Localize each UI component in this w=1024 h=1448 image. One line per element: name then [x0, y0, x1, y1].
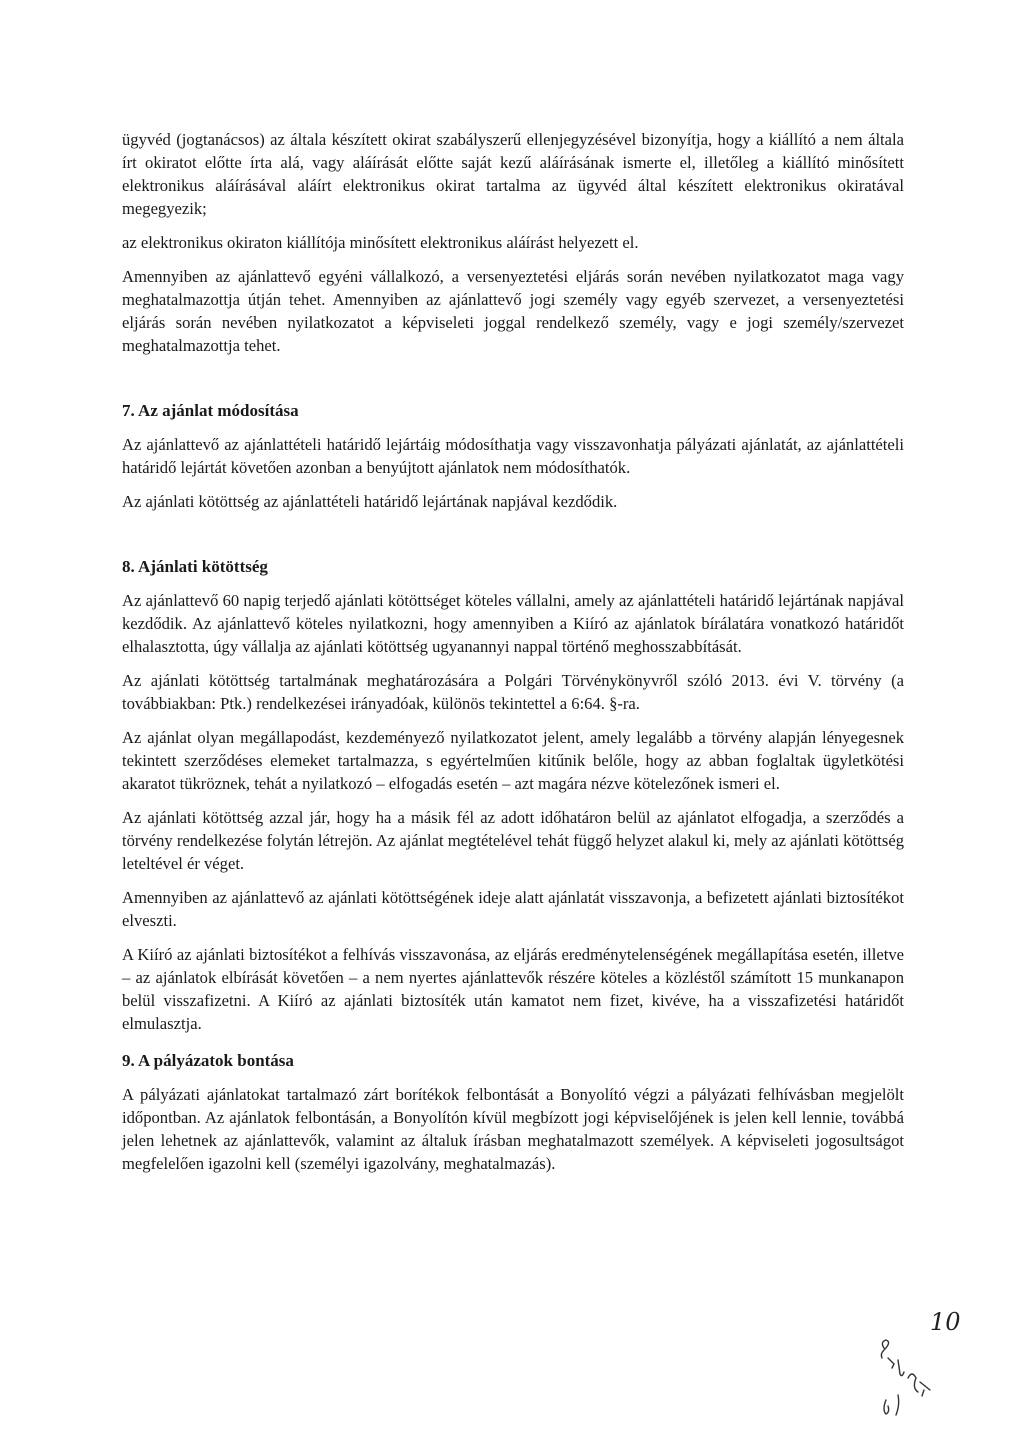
- section-7-paragraph-1: Az ajánlattevő az ajánlattételi határidő lejártáig módosíthatja vagy visszavonhatja pályázati ajánlatát, az ajánlattételi határidő lejártát követően azonban a benyújtott ajánlatok nem módosíthatók.: [122, 435, 904, 477]
- intro-paragraph-2: az elektronikus okiraton kiállítója minősített elektronikus aláírást helyezett el.: [122, 233, 639, 252]
- section-8-paragraph-6: A Kiíró az ajánlati biztosítékot a felhívás visszavonása, az eljárás eredménytelenségének megállapítása esetén, illetve – az ajánlatok elbírását követően – a nem nyertes ajánlattevők részére köteles a közléstől számított 15 munkanapon belül visszafizetni. A Kiíró az ajánlati biztosíték után kamatot nem fizet, kivéve, ha a visszafizetési határidőt elmulasztja.: [122, 945, 904, 1033]
- section-9-paragraph-1: A pályázati ajánlatokat tartalmazó zárt borítékok felbontását a Bonyolító végzi a pályázati felhívásban megjelölt időpontban. Az ajánlatok felbontásán, a Bonyolítón kívül megbízott jogi képviselőjének is jelen kell lennie, továbbá jelen lehetnek az ajánlattevők, valamint az általuk írásban meghatalmazott személyek. A képviseleti jogosultságot megfelelően igazolni kell (személyi igazolvány, meghatalmazás).: [122, 1085, 904, 1173]
- section-8-paragraph-3: Az ajánlat olyan megállapodást, kezdeményező nyilatkozatot jelent, amely legalább a törvény alapján lényegesnek tekintett szerződéses elemeket tartalmazza, s egyértelműen kitűnik belőle, hogy az abban foglaltak ügyletkötési akaratot tükröznek, tehát a nyilatkozó – elfogadás esetén – azt magára nézve kötelezőnek ismeri el.: [122, 728, 904, 793]
- section-8-paragraph-4: Az ajánlati kötöttség azzal jár, hogy ha a másik fél az adott időhatáron belül az ajánlatot elfogadja, a szerződés a törvény rendelkezése folytán létrejön. Az ajánlat megtételével tehát függő helyzet alakul ki, mely az ajánlati kötöttség leteltével ér véget.: [122, 808, 904, 873]
- section-8-paragraph-5: Amennyiben az ajánlattevő az ajánlati kötöttségének ideje alatt ajánlatát visszavonja, a befizetett ajánlati biztosítékot elveszti.: [122, 888, 904, 930]
- section-8-heading: 8. Ajánlati kötöttség: [122, 557, 268, 576]
- section-8-paragraph-1: Az ajánlattevő 60 napig terjedő ajánlati kötöttséget köteles vállalni, amely az ajánlattételi határidő lejártának napjával kezdődik. Az ajánlattevő köteles nyilatkozni, hogy amennyiben a Kiíró az ajánlatok bírálatára vonatkozó határidőt elhalasztotta, úgy vállalja az ajánlati kötöttség ugyanannyi nappal történő meghosszabbítását.: [122, 591, 904, 656]
- section-9-heading: 9. A pályázatok bontása: [122, 1051, 294, 1070]
- intro-paragraph-1: ügyvéd (jogtanácsos) az általa készített okirat szabályszerű ellenjegyzésével bizonyítja, hogy a kiállító a nem általa írt okiratot előtte írta alá, vagy aláírását előtte saját kezű aláírásának ismerte el, illetőleg a kiállító minősített elektronikus aláírásával aláírt elektronikus okirat tartalma az ügyvéd által készített elektronikus okiratával megegyezik;: [122, 130, 904, 218]
- document-body: [122, 128, 904, 1175]
- handwritten-signature-icon: [868, 1300, 978, 1425]
- section-7-heading: 7. Az ajánlat módosítása: [122, 401, 299, 420]
- page-annotation-number: 10: [930, 1308, 961, 1336]
- section-7-paragraph-2: Az ajánlati kötöttség az ajánlattételi határidő lejártának napjával kezdődik.: [122, 492, 618, 511]
- intro-paragraph-3: Amennyiben az ajánlattevő egyéni vállalkozó, a versenyeztetési eljárás során nevében nyilatkozatot maga vagy meghatalmazottja útján tehet. Amennyiben az ajánlattevő jogi személy vagy egyéb szervezet, a versenyeztetési eljárás során nevében nyilatkozatot a képviseleti joggal rendelkező személy, vagy e jogi személy/szervezet meghatalmazottja tehet.: [122, 267, 904, 355]
- section-8-paragraph-2: Az ajánlati kötöttség tartalmának meghatározására a Polgári Törvénykönyvről szóló 2013. évi V. törvény (a továbbiakban: Ptk.) rendelkezései irányadóak, különös tekintettel a 6:64. §-ra.: [122, 671, 904, 713]
